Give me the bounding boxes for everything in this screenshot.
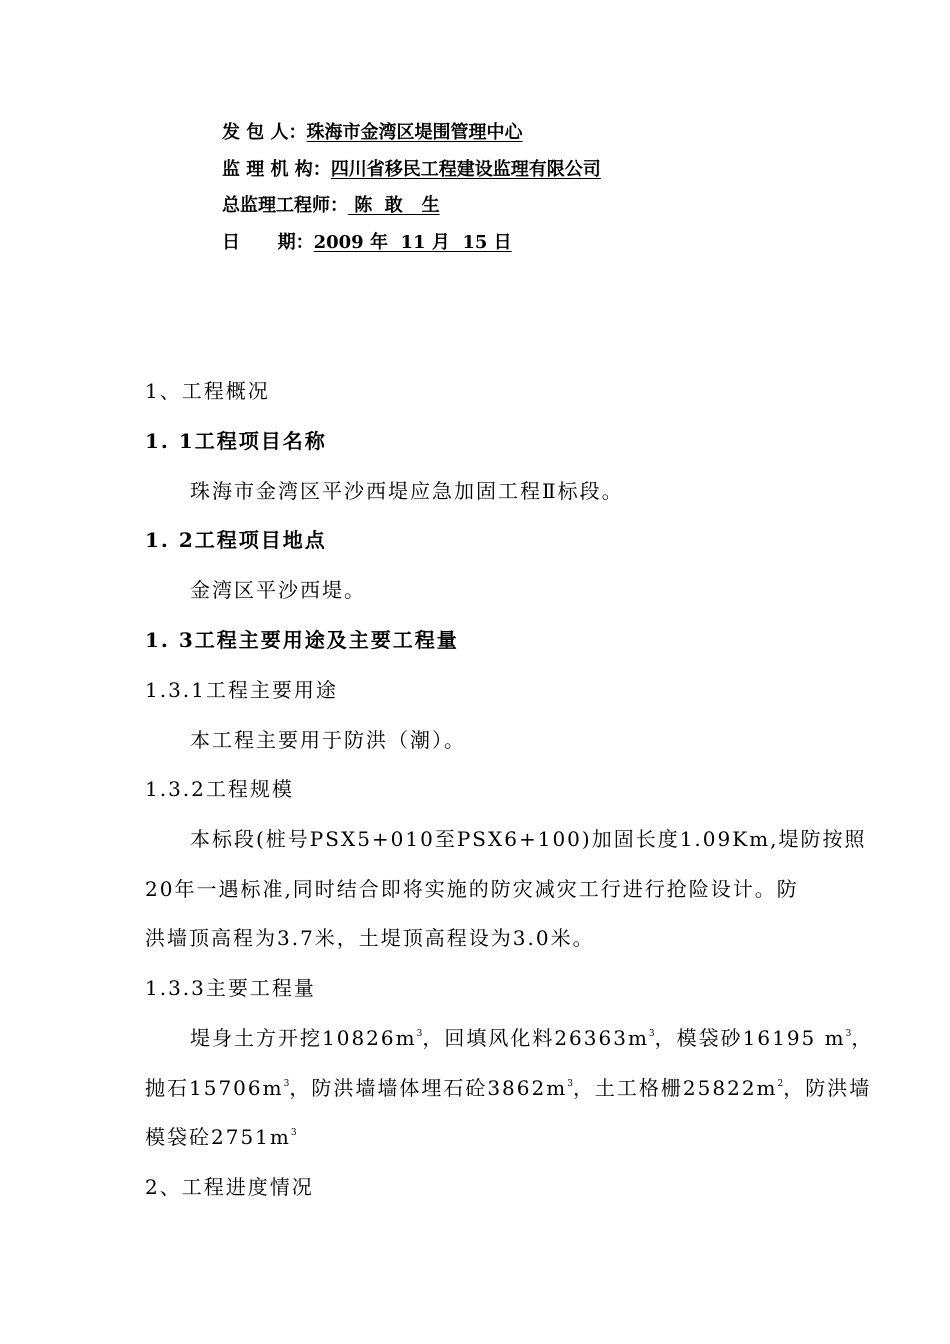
employer-value: 珠海市金湾区堤围管理中心 [306, 122, 523, 143]
date-label: 日 期： [222, 232, 314, 253]
chief-engineer-label: 总监理工程师： [222, 195, 348, 216]
supervisor-label: 监 理 机 构： [222, 159, 331, 180]
quantity-text: ，土工格栅25822m [572, 1076, 778, 1100]
date-value: 2009 年 11 月 15 日 [313, 232, 512, 253]
superscript: 3 [290, 1128, 297, 1138]
quantity-text: ，回填风化料26363m [422, 1026, 649, 1050]
section-1-3-3-body-line1 [190, 1022, 873, 1051]
supervisor-row [222, 155, 601, 181]
section-1-1-heading: 1. 1工程项目名称 [145, 429, 327, 453]
superscript: 3 [567, 1079, 573, 1089]
superscript: 2 [777, 1079, 784, 1089]
section-1-heading: 1、工程概况 [145, 379, 270, 403]
chief-engineer-row [222, 191, 440, 217]
date-row [222, 228, 512, 254]
quantity-text: 抛石15706m [145, 1076, 284, 1100]
quantity-text: 堤身土方开挖10826m [190, 1026, 417, 1050]
employer-row [222, 118, 523, 144]
section-1-2-body: 金湾区平沙西堤。 [190, 578, 366, 602]
section-1-3-2-body-line3: 洪墙顶高程为3.7米，土堤顶高程设为3.0米。 [145, 926, 595, 950]
section-2-heading: 2、工程进度情况 [145, 1175, 314, 1199]
quantity-text: ，防洪墙 [783, 1076, 872, 1100]
employer-label: 发 包 人： [222, 122, 307, 143]
superscript: 3 [845, 1029, 852, 1039]
chief-engineer-value: 陈 敢 生 [348, 195, 440, 216]
section-1-3-1-body: 本工程主要用于防洪（潮）。 [190, 728, 466, 752]
quantity-text: ，模袋砂16195 m [654, 1026, 846, 1050]
section-1-3-3-body-line2 [145, 1072, 871, 1101]
quantity-text: ， [851, 1026, 874, 1050]
superscript: 3 [648, 1029, 655, 1039]
superscript: 3 [283, 1079, 290, 1089]
section-1-3-heading: 1. 3工程主要用途及主要工程量 [145, 628, 459, 652]
section-1-3-3-body-line3 [145, 1121, 297, 1150]
section-1-3-1-heading: 1.3.1工程主要用途 [145, 678, 338, 702]
quantity-text: ，防洪墙墙体埋石砼3862m [289, 1076, 568, 1100]
superscript: 3 [416, 1029, 423, 1039]
section-1-3-2-body-line2: 20年一遇标准,同时结合即将实施的防灾减灾工行进行抢险设计。防 [145, 877, 799, 901]
section-1-1-body: 珠海市金湾区平沙西堤应急加固工程Ⅱ标段。 [190, 479, 624, 503]
supervisor-value: 四川省移民工程建设监理有限公司 [330, 159, 601, 180]
quantity-text: 模袋砼2751m [145, 1125, 291, 1149]
section-1-3-2-heading: 1.3.2工程规模 [145, 777, 294, 801]
section-1-3-3-heading: 1.3.3主要工程量 [145, 976, 316, 1000]
section-1-3-2-body-line1: 本标段(桩号PSX5+010至PSX6+100)加固长度1.09Km,堤防按照 [190, 827, 867, 851]
section-1-2-heading: 1. 2工程项目地点 [145, 528, 327, 552]
